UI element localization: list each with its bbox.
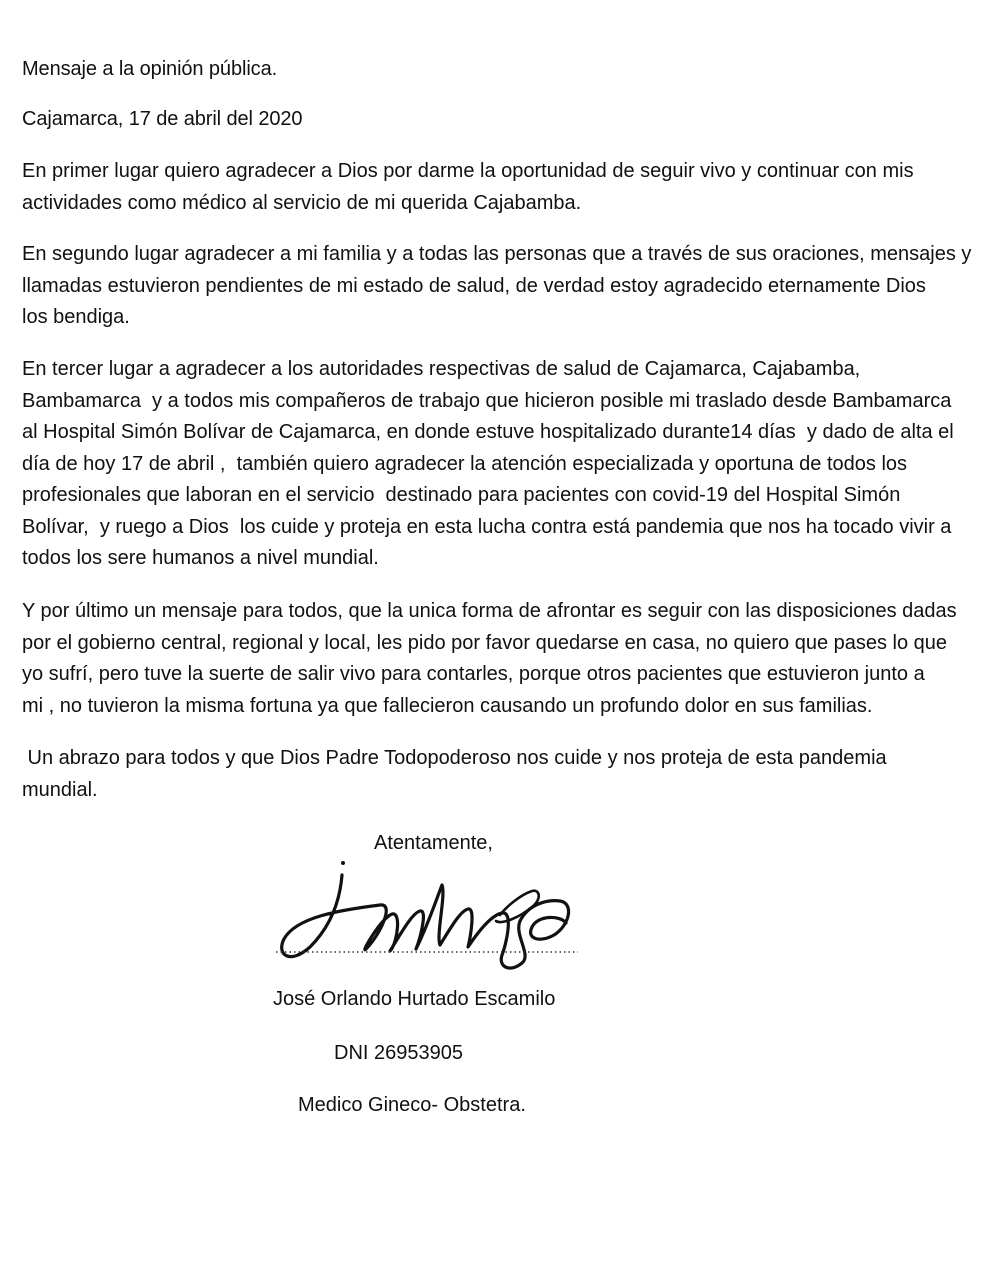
signer-dni: DNI 26953905 <box>334 1042 463 1064</box>
paragraph-line: todos los sere humanos a nivel mundial. <box>22 547 379 569</box>
paragraph-line: llamadas estuvieron pendientes de mi estado de salud, de verdad estoy agradecido eternamente Dios <box>22 274 926 297</box>
paragraph-line: los bendiga. <box>22 306 130 328</box>
paragraph-line: actividades como médico al servicio de mi querida Cajabamba. <box>22 191 582 214</box>
paragraph-line: mundial. <box>22 778 98 801</box>
paragraph-line: mi , no tuvieron la misma fortuna ya que fallecieron causando un profundo dolor en sus familias. <box>22 694 873 717</box>
paragraph-1 <box>22 156 982 219</box>
paragraph-line: En segundo lugar agradecer a mi familia y a todas las personas que a través de sus oraciones, mensajes y <box>22 243 972 265</box>
paragraph-5 <box>22 743 982 806</box>
paragraph-line: al Hospital Simón Bolívar de Cajamarca, en donde estuve hospitalizado durante14 días y dado de alta el <box>22 421 954 443</box>
handwritten-signature <box>270 855 590 985</box>
date-line: Cajamarca, 17 de abril del 2020 <box>22 108 303 130</box>
paragraph-line: por el gobierno central, regional y local, les pido por favor quedarse en casa, no quiero que pases lo que <box>22 631 948 654</box>
paragraph-3 <box>22 354 982 575</box>
paragraph-line: día de hoy 17 de abril , también quiero agradecer la atención especializada y oportuna de todos los <box>22 452 908 475</box>
paragraph-line: profesionales que laboran en el servicio destinado para pacientes con covid-19 del Hospital Simón <box>22 484 901 506</box>
paragraph-4 <box>22 596 982 722</box>
letter-heading: Mensaje a la opinión pública. <box>22 58 278 80</box>
signature-loop <box>496 891 539 922</box>
signer-title: Medico Gineco- Obstetra. <box>298 1094 526 1116</box>
paragraph-line: Bambamarca y a todos mis compañeros de trabajo que hicieron posible mi traslado desde Bambamarca <box>22 389 952 412</box>
signature-dot <box>341 861 345 865</box>
paragraph-line: En primer lugar quiero agradecer a Dios por darme la oportunidad de seguir vivo y continuar con mis <box>22 160 914 182</box>
paragraph-line: En tercer lugar a agradecer a los autoridades respectivas de salud de Cajamarca, Cajabamba, <box>22 358 861 380</box>
closing-salutation: Atentamente, <box>374 832 493 854</box>
paragraph-2 <box>22 239 982 334</box>
paragraph-line: yo sufrí, pero tuve la suerte de salir vivo para contarles, porque otros pacientes que estuvieron junto a <box>22 663 925 685</box>
signature-stroke <box>282 875 569 968</box>
paragraph-line: Bolívar, y ruego a Dios los cuide y proteja en esta lucha contra está pandemia que nos ha tocado vivir a <box>22 515 952 538</box>
paragraph-line: Un abrazo para todos y que Dios Padre Todopoderoso nos cuide y nos proteja de esta pandemia <box>22 747 887 769</box>
paragraph-line: Y por último un mensaje para todos, que la unica forma de afrontar es seguir con las disposiciones dadas <box>22 600 957 622</box>
signer-name: José Orlando Hurtado Escamilo <box>273 988 556 1010</box>
